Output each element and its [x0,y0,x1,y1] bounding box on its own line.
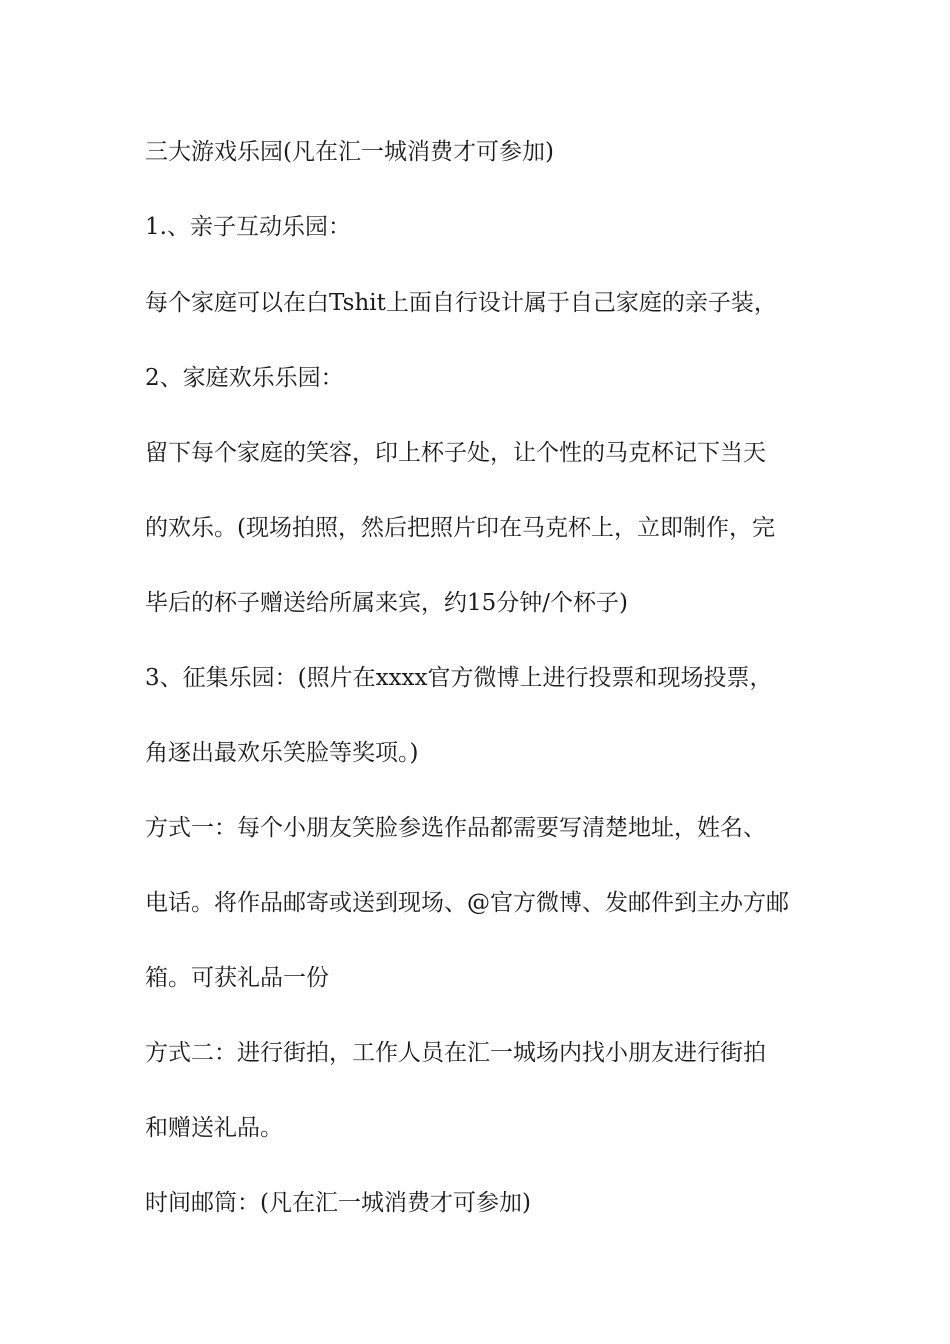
item-heading-collection-park: 3、征集乐园：(照片在xxxx官方微博上进行投票和现场投票， [145,665,773,691]
paragraph-line: 角逐出最欢乐笑脸等奖项。) [145,740,419,766]
paragraph-line: 每个家庭可以在白Tshit上面自行设计属于自己家庭的亲子装， [145,290,777,316]
paragraph-line: 电话。将作品邮寄或送到现场、@官方微博、发邮件到主办方邮 [145,890,789,916]
paragraph-line: 和赠送礼品。 [145,1115,283,1141]
method-two-line: 方式二：进行街拍，工作人员在汇一城场内找小朋友进行街拍 [145,1040,766,1066]
paragraph-line: 的欢乐。(现场拍照，然后把照片印在马克杯上，立即制作，完 [145,515,775,541]
method-one-line: 方式一：每个小朋友笑脸参选作品都需要写清楚地址，姓名、 [145,815,766,841]
item-heading-family-joy-park: 2、家庭欢乐乐园： [145,365,344,391]
section-heading-game-parks: 三大游戏乐园(凡在汇一城消费才可参加) [145,139,554,165]
paragraph-line: 箱。可获礼品一份 [145,965,329,991]
paragraph-line: 留下每个家庭的笑容，印上杯子处，让个性的马克杯记下当天 [145,440,766,466]
section-heading-time-mailbox: 时间邮筒：(凡在汇一城消费才可参加) [145,1190,531,1216]
item-heading-parent-child-park: 1.、亲子互动乐园： [145,214,351,240]
paragraph-line: 毕后的杯子赠送给所属来宾，约15分钟/个杯子) [145,590,628,616]
